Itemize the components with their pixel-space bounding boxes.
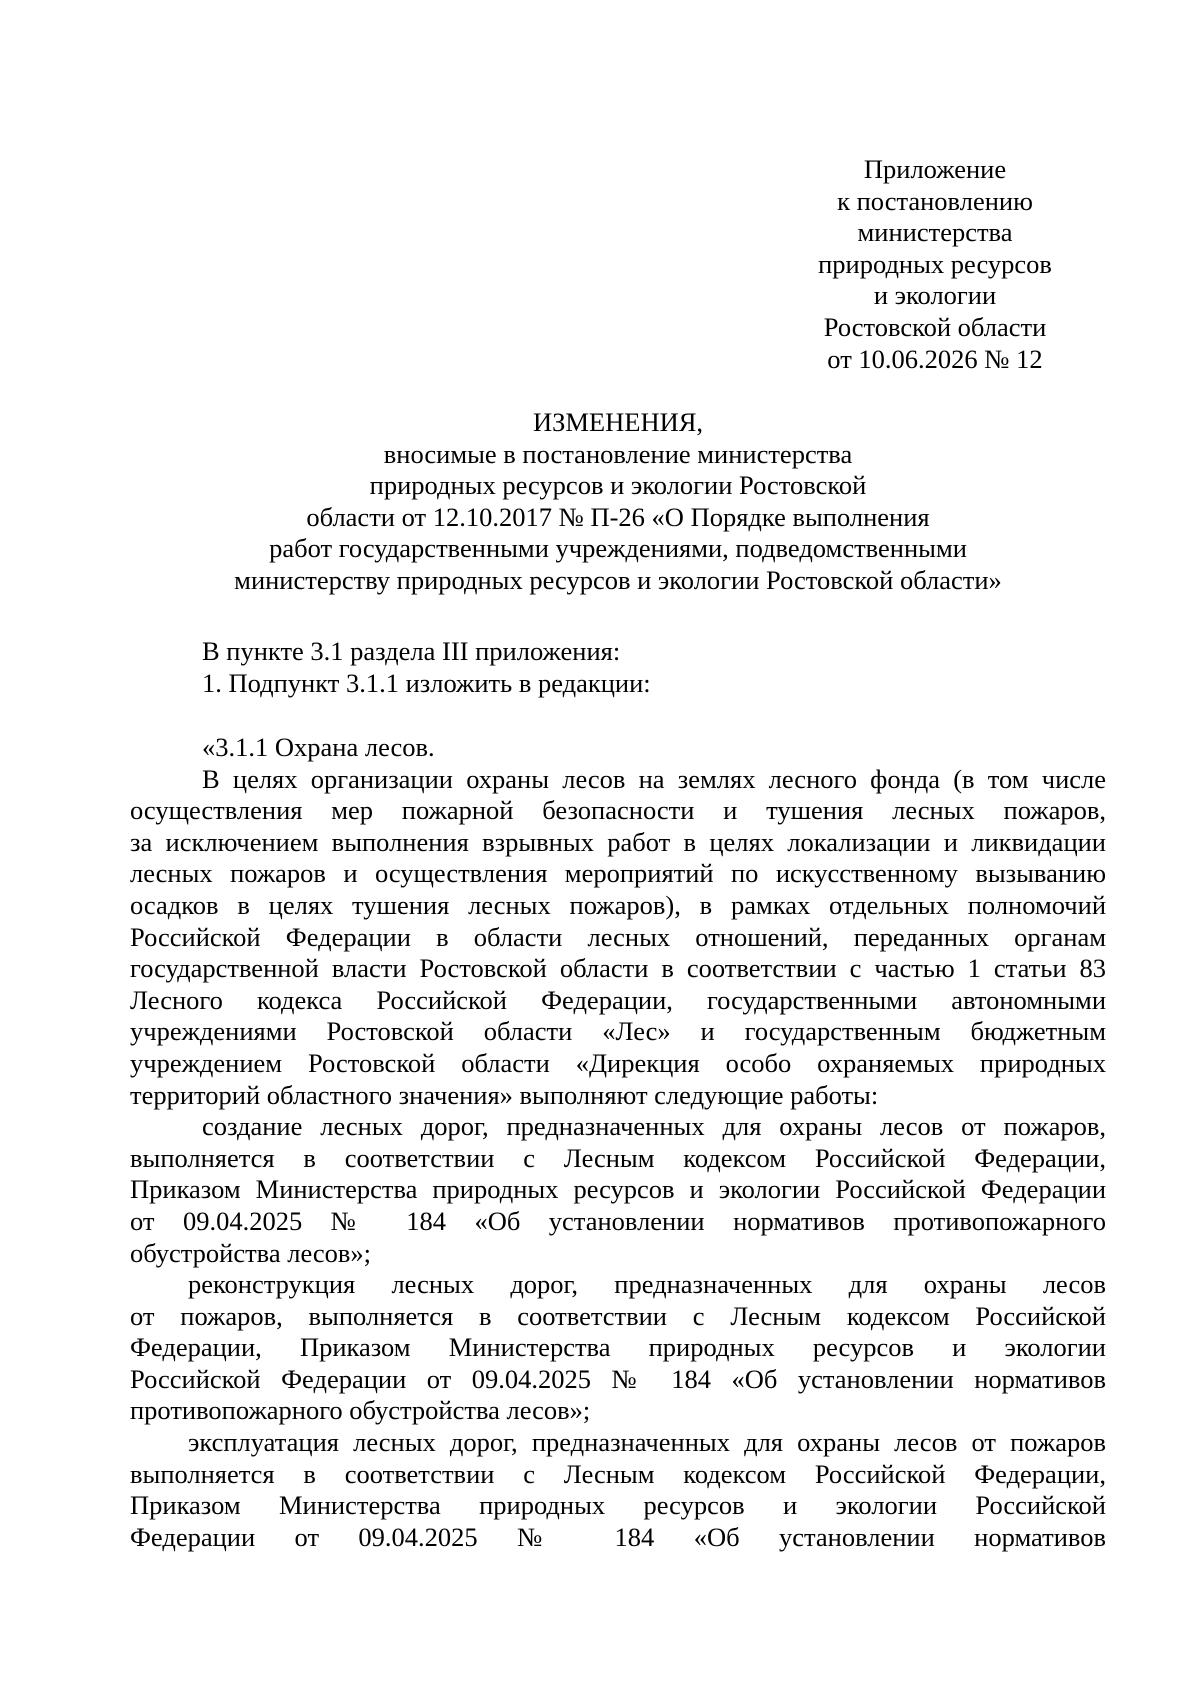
paragraph-line: Федерации от 09.04.2025 № 184 «Об установлении нормативов <box>130 1521 1106 1552</box>
heading-line: природных ресурсов и экологии Ростовской <box>369 470 867 501</box>
paragraph-line: осадков в целях тушения лесных пожаров), в рамках отдельных полномочий <box>130 889 1106 920</box>
intro-block <box>202 636 651 699</box>
subheading: «3.1.1 Охрана лесов. <box>202 732 435 762</box>
paragraph-line: государственной власти Ростовской области в соответствии с частью 1 статьи 83 <box>130 953 1106 984</box>
paragraph-line: создание лесных дорог, предназначенных для охраны лесов от пожаров, <box>202 1111 1106 1142</box>
intro-line: 1. Подпункт 3.1.1 изложить в редакции: <box>202 667 651 698</box>
document-heading <box>130 407 1106 597</box>
paragraph-line: от пожаров, выполняется в соответствии с Лесным кодексом Российской <box>130 1300 1106 1331</box>
paragraph-line: за исключением выполнения взрывных работ в целях локализации и ликвидации <box>130 826 1106 857</box>
body-text <box>130 732 1106 1553</box>
heading-line: министерству природных ресурсов и экологии Ростовской области» <box>234 564 1002 595</box>
paragraph-line: реконструкция лесных дорог, предназначенных для охраны лесов <box>188 1269 1106 1300</box>
document-title: ИЗМЕНЕНИЯ, <box>532 407 704 437</box>
paragraph-line: выполняется в соответствии с Лесным кодексом Российской Федерации, <box>130 1142 1106 1173</box>
paragraph-line: от 09.04.2025 № 184 «Об установлении нормативов противопожарного <box>130 1205 1106 1236</box>
paragraph-line: обустройства лесов»; <box>130 1237 371 1268</box>
paragraph-line: Лесного кодекса Российской Федерации, государственными автономными <box>130 984 1106 1015</box>
appendix-line: природных ресурсов <box>818 248 1052 279</box>
paragraph-line: противопожарного обустройства лесов»; <box>130 1395 591 1426</box>
paragraph-line: осуществления мер пожарной безопасности и тушения лесных пожаров, <box>130 795 1106 826</box>
paragraph-line: Приказом Министерства природных ресурсов и экологии Российской Федерации <box>130 1174 1106 1205</box>
heading-line: работ государственными учреждениями, подведомственными <box>269 533 967 564</box>
appendix-line: министерства <box>857 217 1013 248</box>
paragraph-line: Российской Федерации в области лесных отношений, переданных органам <box>130 921 1106 952</box>
appendix-header <box>780 154 1090 375</box>
paragraph-line: Федерации, Приказом Министерства природных ресурсов и экологии <box>130 1332 1106 1363</box>
appendix-line: и экологии <box>873 280 997 311</box>
appendix-line: к постановлению <box>837 185 1033 216</box>
appendix-line: Ростовской области <box>823 311 1047 342</box>
paragraph-line: выполняется в соответствии с Лесным кодексом Российской Федерации, <box>130 1458 1106 1489</box>
paragraph-line: Приказом Министерства природных ресурсов и экологии Российской <box>130 1490 1106 1521</box>
paragraph-line: учреждением Ростовской области «Дирекция особо охраняемых природных <box>130 1047 1106 1078</box>
heading-line: вносимые в постановление министерства <box>383 438 853 469</box>
paragraph-line: эксплуатация лесных дорог, предназначенных для охраны лесов от пожаров <box>188 1427 1106 1458</box>
paragraph-line: В целях организации охраны лесов на землях лесного фонда (в том числе <box>202 763 1106 794</box>
paragraph-line: Российской Федерации от 09.04.2025 № 184 «Об установлении нормативов <box>130 1363 1106 1394</box>
appendix-line: от 10.06.2026 № 12 <box>827 343 1043 374</box>
paragraph-line: учреждениями Ростовской области «Лес» и государственным бюджетным <box>130 1016 1106 1047</box>
heading-line: области от 12.10.2017 № П-26 «О Порядке выполнения <box>306 501 930 532</box>
paragraph-line: территорий областного значения» выполняют следующие работы: <box>130 1079 879 1110</box>
paragraph-line: лесных пожаров и осуществления мероприятий по искусственному вызыванию <box>130 858 1106 889</box>
intro-line: В пункте 3.1 раздела III приложения: <box>202 636 621 666</box>
appendix-line: Приложение <box>863 154 1007 184</box>
